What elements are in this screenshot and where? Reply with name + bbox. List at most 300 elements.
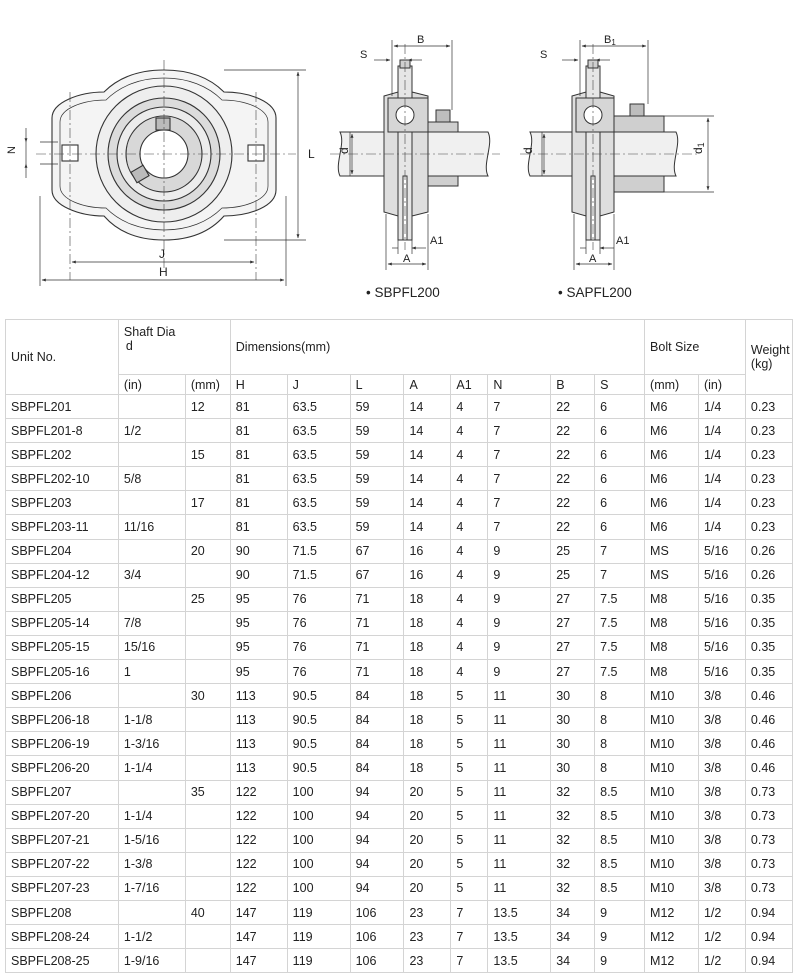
dim-label-a: A xyxy=(403,253,411,265)
table-cell: 3/8 xyxy=(698,756,745,780)
table-cell: 20 xyxy=(404,828,451,852)
table-cell: 1-1/8 xyxy=(118,708,185,732)
table-cell: SBPFL207-20 xyxy=(6,804,119,828)
table-cell: 25 xyxy=(185,587,230,611)
table-cell xyxy=(185,852,230,876)
subheader-cell: (mm) xyxy=(645,375,699,395)
table-row xyxy=(6,684,793,708)
table-cell: 4 xyxy=(451,515,488,539)
subheader-cell: L xyxy=(350,375,404,395)
table-cell: 23 xyxy=(404,900,451,924)
table-cell xyxy=(185,949,230,973)
table-row xyxy=(6,900,793,924)
table-cell: 35 xyxy=(185,780,230,804)
subheader-cell: (mm) xyxy=(185,375,230,395)
table-cell: 18 xyxy=(404,587,451,611)
table-cell: 11 xyxy=(488,828,551,852)
table-row xyxy=(6,491,793,515)
table-cell: 0.35 xyxy=(745,660,792,684)
table-cell: 63.5 xyxy=(287,515,350,539)
table-cell: 3/4 xyxy=(118,563,185,587)
table-cell: 5 xyxy=(451,708,488,732)
table-cell: SBPFL208-25 xyxy=(6,949,119,973)
table-cell: SBPFL201 xyxy=(6,395,119,419)
table-cell: M10 xyxy=(645,852,699,876)
table-cell: 1/4 xyxy=(698,395,745,419)
table-cell: 7 xyxy=(488,395,551,419)
table-cell: 1-1/2 xyxy=(118,925,185,949)
table-cell: 81 xyxy=(230,515,287,539)
table-cell: SBPFL207-21 xyxy=(6,828,119,852)
dim-label-a1: A1 xyxy=(430,235,444,247)
table-cell: 84 xyxy=(350,756,404,780)
table-cell: 1/2 xyxy=(118,419,185,443)
table-cell: 8 xyxy=(595,732,645,756)
table-cell: 30 xyxy=(185,684,230,708)
table-cell: 30 xyxy=(551,684,595,708)
table-cell: 30 xyxy=(551,708,595,732)
table-cell: 14 xyxy=(404,443,451,467)
table-cell: 113 xyxy=(230,732,287,756)
table-cell: 14 xyxy=(404,395,451,419)
table-cell: 76 xyxy=(287,587,350,611)
table-cell: M6 xyxy=(645,491,699,515)
table-cell: 1-7/16 xyxy=(118,876,185,900)
header-dimensions: Dimensions(mm) xyxy=(230,320,644,375)
table-cell: 6 xyxy=(595,515,645,539)
table-cell: SBPFL208-24 xyxy=(6,925,119,949)
dim-label-n: N xyxy=(6,146,18,154)
table-cell: M6 xyxy=(645,419,699,443)
table-cell: 23 xyxy=(404,925,451,949)
table-cell: 0.35 xyxy=(745,635,792,659)
table-cell: 32 xyxy=(551,828,595,852)
table-cell: M6 xyxy=(645,395,699,419)
table-cell: 95 xyxy=(230,660,287,684)
table-cell: SBPFL204 xyxy=(6,539,119,563)
table-cell: 95 xyxy=(230,635,287,659)
table-row xyxy=(6,876,793,900)
sapfl200-caption: • SAPFL200 xyxy=(558,285,632,300)
table-cell: 9 xyxy=(488,635,551,659)
table-cell: 14 xyxy=(404,467,451,491)
table-cell: 5/16 xyxy=(698,611,745,635)
subheader-cell: N xyxy=(488,375,551,395)
table-cell: 22 xyxy=(551,443,595,467)
table-cell xyxy=(118,780,185,804)
table-cell: MS xyxy=(645,563,699,587)
table-cell xyxy=(118,587,185,611)
table-cell: 32 xyxy=(551,804,595,828)
table-cell: 0.73 xyxy=(745,828,792,852)
table-row xyxy=(6,563,793,587)
table-row xyxy=(6,515,793,539)
table-row xyxy=(6,635,793,659)
table-cell: 0.73 xyxy=(745,780,792,804)
table-cell: 59 xyxy=(350,467,404,491)
table-cell: 32 xyxy=(551,852,595,876)
table-row xyxy=(6,925,793,949)
sapfl200-side-drawing xyxy=(520,34,714,270)
table-cell: 90.5 xyxy=(287,708,350,732)
table-cell: 12 xyxy=(185,395,230,419)
table-cell: M12 xyxy=(645,900,699,924)
table-cell: 1/2 xyxy=(698,949,745,973)
table-cell: 0.73 xyxy=(745,876,792,900)
table-cell: 27 xyxy=(551,587,595,611)
table-cell: SBPFL202 xyxy=(6,443,119,467)
table-cell: 27 xyxy=(551,635,595,659)
table-cell: M10 xyxy=(645,876,699,900)
spec-table-body xyxy=(6,395,793,973)
table-cell: 7.5 xyxy=(595,587,645,611)
table-cell: 8 xyxy=(595,756,645,780)
dim-label-s: S xyxy=(360,49,368,61)
table-cell: 122 xyxy=(230,828,287,852)
header-weight: Weight (kg) xyxy=(745,320,792,395)
table-cell: 8 xyxy=(595,708,645,732)
table-cell: 4 xyxy=(451,611,488,635)
table-cell: 14 xyxy=(404,491,451,515)
table-cell: 3/8 xyxy=(698,804,745,828)
table-cell: 4 xyxy=(451,563,488,587)
table-cell: 11 xyxy=(488,732,551,756)
table-row xyxy=(6,419,793,443)
table-cell: 8.5 xyxy=(595,780,645,804)
table-cell: 71 xyxy=(350,611,404,635)
table-cell: 13.5 xyxy=(488,949,551,973)
table-cell: 14 xyxy=(404,419,451,443)
table-cell: SBPFL207 xyxy=(6,780,119,804)
table-cell: 113 xyxy=(230,684,287,708)
table-cell: 8.5 xyxy=(595,876,645,900)
table-cell: 90.5 xyxy=(287,684,350,708)
sbpfl200-side-drawing xyxy=(330,34,500,270)
table-cell: 84 xyxy=(350,732,404,756)
table-cell: 25 xyxy=(551,539,595,563)
table-cell: 94 xyxy=(350,780,404,804)
table-cell: 22 xyxy=(551,467,595,491)
table-cell: 113 xyxy=(230,756,287,780)
table-cell: 0.26 xyxy=(745,539,792,563)
table-cell: 30 xyxy=(551,732,595,756)
table-cell: 18 xyxy=(404,684,451,708)
table-cell: 0.23 xyxy=(745,467,792,491)
table-cell: SBPFL208 xyxy=(6,900,119,924)
table-row xyxy=(6,852,793,876)
subheader-cell: S xyxy=(595,375,645,395)
table-cell: 0.46 xyxy=(745,732,792,756)
table-cell: 6 xyxy=(595,443,645,467)
table-cell: 8 xyxy=(595,684,645,708)
table-cell: 0.26 xyxy=(745,563,792,587)
dim-label-j: J xyxy=(159,247,165,261)
table-cell: M12 xyxy=(645,925,699,949)
table-cell: 18 xyxy=(404,611,451,635)
table-cell xyxy=(118,395,185,419)
table-cell: 9 xyxy=(488,539,551,563)
table-cell: 16 xyxy=(404,563,451,587)
table-row xyxy=(6,732,793,756)
table-cell: M8 xyxy=(645,587,699,611)
table-cell: 9 xyxy=(595,949,645,973)
table-cell: 59 xyxy=(350,491,404,515)
table-cell: 81 xyxy=(230,443,287,467)
table-cell: 71 xyxy=(350,635,404,659)
table-row xyxy=(6,780,793,804)
table-cell: 1/4 xyxy=(698,515,745,539)
table-cell: M10 xyxy=(645,804,699,828)
table-cell: 5/16 xyxy=(698,660,745,684)
table-cell: 76 xyxy=(287,660,350,684)
table-row xyxy=(6,660,793,684)
table-cell: 4 xyxy=(451,395,488,419)
table-cell xyxy=(118,539,185,563)
table-cell xyxy=(185,611,230,635)
table-cell: 7 xyxy=(451,925,488,949)
table-cell: 1/2 xyxy=(698,925,745,949)
table-cell: M6 xyxy=(645,443,699,467)
table-cell: 100 xyxy=(287,852,350,876)
table-cell: 1 xyxy=(118,660,185,684)
table-cell: 20 xyxy=(404,804,451,828)
table-cell: 0.46 xyxy=(745,708,792,732)
technical-drawings xyxy=(0,0,800,318)
table-cell: 95 xyxy=(230,611,287,635)
table-cell: M10 xyxy=(645,732,699,756)
table-cell xyxy=(185,467,230,491)
table-cell: 0.94 xyxy=(745,949,792,973)
table-cell: 1-5/16 xyxy=(118,828,185,852)
table-cell: 122 xyxy=(230,804,287,828)
table-cell: 20 xyxy=(404,780,451,804)
table-row xyxy=(6,443,793,467)
table-cell: 8.5 xyxy=(595,804,645,828)
table-cell: 5/8 xyxy=(118,467,185,491)
table-cell: 4 xyxy=(451,635,488,659)
table-cell: 7 xyxy=(488,467,551,491)
table-row xyxy=(6,395,793,419)
table-cell: 11 xyxy=(488,852,551,876)
table-cell: 71 xyxy=(350,660,404,684)
table-cell: 30 xyxy=(551,756,595,780)
table-row xyxy=(6,949,793,973)
sbpfl200-caption: • SBPFL200 xyxy=(366,285,440,300)
table-cell: 3/8 xyxy=(698,876,745,900)
table-cell: 3/8 xyxy=(698,852,745,876)
subheader-cell: A1 xyxy=(451,375,488,395)
table-cell: 81 xyxy=(230,491,287,515)
table-cell: 7 xyxy=(488,419,551,443)
table-cell: 1-1/4 xyxy=(118,804,185,828)
table-cell: 119 xyxy=(287,949,350,973)
table-cell: 63.5 xyxy=(287,443,350,467)
table-cell: M10 xyxy=(645,780,699,804)
table-cell: 9 xyxy=(488,563,551,587)
table-cell: 0.94 xyxy=(745,900,792,924)
dim-label-d1: d1 xyxy=(691,142,706,154)
dim-label-h: H xyxy=(159,265,168,279)
table-cell: 11 xyxy=(488,756,551,780)
table-cell: 1-3/8 xyxy=(118,852,185,876)
table-cell xyxy=(185,828,230,852)
table-row xyxy=(6,467,793,491)
table-cell: 20 xyxy=(404,876,451,900)
table-cell: 90 xyxy=(230,539,287,563)
table-cell: 4 xyxy=(451,539,488,563)
subheader-cell: (in) xyxy=(118,375,185,395)
table-cell: SBPFL203 xyxy=(6,491,119,515)
dim-label-a1-sa: A1 xyxy=(616,235,630,247)
table-cell: 22 xyxy=(551,515,595,539)
table-cell: 7 xyxy=(595,539,645,563)
table-cell: 7.5 xyxy=(595,611,645,635)
table-cell: 5/16 xyxy=(698,563,745,587)
table-cell: 5 xyxy=(451,732,488,756)
table-cell: 4 xyxy=(451,587,488,611)
table-cell: 0.73 xyxy=(745,804,792,828)
table-cell: 94 xyxy=(350,828,404,852)
dim-label-b1: B1 xyxy=(604,34,616,47)
table-cell: 18 xyxy=(404,660,451,684)
table-cell: 147 xyxy=(230,900,287,924)
table-cell: 122 xyxy=(230,780,287,804)
table-cell: 20 xyxy=(185,539,230,563)
table-cell: 5/16 xyxy=(698,587,745,611)
table-cell: 4 xyxy=(451,660,488,684)
table-cell: 27 xyxy=(551,660,595,684)
table-cell xyxy=(185,563,230,587)
table-cell: 7 xyxy=(488,491,551,515)
table-cell: 5 xyxy=(451,780,488,804)
table-cell xyxy=(185,708,230,732)
table-cell: 11 xyxy=(488,876,551,900)
table-cell: M12 xyxy=(645,949,699,973)
table-cell: 67 xyxy=(350,563,404,587)
table-cell: M8 xyxy=(645,611,699,635)
table-cell: 0.35 xyxy=(745,587,792,611)
table-cell: 5 xyxy=(451,756,488,780)
table-cell: 106 xyxy=(350,925,404,949)
header-shaft-dia: Shaft Dia d xyxy=(118,320,230,375)
table-cell: 76 xyxy=(287,611,350,635)
table-cell: M6 xyxy=(645,467,699,491)
table-cell: 147 xyxy=(230,949,287,973)
table-cell: 7.5 xyxy=(595,660,645,684)
table-cell: 81 xyxy=(230,467,287,491)
table-cell: 106 xyxy=(350,949,404,973)
table-cell: 32 xyxy=(551,780,595,804)
table-cell: 9 xyxy=(488,611,551,635)
table-cell: 17 xyxy=(185,491,230,515)
table-cell: 7 xyxy=(451,900,488,924)
table-cell: 106 xyxy=(350,900,404,924)
table-cell: M10 xyxy=(645,756,699,780)
table-cell: 1/4 xyxy=(698,419,745,443)
table-cell: 7 xyxy=(451,949,488,973)
table-cell: 1-3/16 xyxy=(118,732,185,756)
dim-label-b: B xyxy=(417,34,425,46)
table-cell xyxy=(185,419,230,443)
table-cell: 1/4 xyxy=(698,491,745,515)
table-cell: 18 xyxy=(404,732,451,756)
table-cell: 15/16 xyxy=(118,635,185,659)
table-cell: 3/8 xyxy=(698,828,745,852)
table-cell: 3/8 xyxy=(698,732,745,756)
table-cell: 4 xyxy=(451,491,488,515)
table-cell xyxy=(118,684,185,708)
table-cell: 113 xyxy=(230,708,287,732)
table-cell: 59 xyxy=(350,443,404,467)
table-cell: 5/16 xyxy=(698,539,745,563)
table-cell: 3/8 xyxy=(698,780,745,804)
table-cell: M10 xyxy=(645,684,699,708)
table-cell: SBPFL206-18 xyxy=(6,708,119,732)
table-cell: 94 xyxy=(350,876,404,900)
spec-table xyxy=(5,319,793,973)
table-cell: 0.23 xyxy=(745,395,792,419)
table-cell: 100 xyxy=(287,876,350,900)
table-cell: 6 xyxy=(595,419,645,443)
table-cell: SBPFL202-10 xyxy=(6,467,119,491)
table-cell: 119 xyxy=(287,900,350,924)
table-row xyxy=(6,611,793,635)
table-cell: M10 xyxy=(645,828,699,852)
table-cell: 22 xyxy=(551,395,595,419)
table-cell: 90.5 xyxy=(287,732,350,756)
table-cell: MS xyxy=(645,539,699,563)
table-cell: 5 xyxy=(451,828,488,852)
table-cell: 7 xyxy=(595,563,645,587)
table-cell: 9 xyxy=(595,900,645,924)
table-cell: 119 xyxy=(287,925,350,949)
table-row xyxy=(6,587,793,611)
table-cell: 100 xyxy=(287,804,350,828)
table-cell: M10 xyxy=(645,708,699,732)
table-cell: 9 xyxy=(595,925,645,949)
table-cell: 0.73 xyxy=(745,852,792,876)
table-cell: 18 xyxy=(404,635,451,659)
subheader-cell: B xyxy=(551,375,595,395)
table-cell: 0.23 xyxy=(745,419,792,443)
table-cell: SBPFL206 xyxy=(6,684,119,708)
table-cell: 3/8 xyxy=(698,684,745,708)
header-bolt-size: Bolt Size xyxy=(645,320,746,375)
table-cell: 0.23 xyxy=(745,443,792,467)
table-cell: 100 xyxy=(287,780,350,804)
table-cell: 1/4 xyxy=(698,467,745,491)
subheader-cell: H xyxy=(230,375,287,395)
table-cell: SBPFL207-22 xyxy=(6,852,119,876)
table-cell: SBPFL205-16 xyxy=(6,660,119,684)
table-cell: 9 xyxy=(488,587,551,611)
table-cell: SBPFL207-23 xyxy=(6,876,119,900)
table-cell: 9 xyxy=(488,660,551,684)
table-cell: 5 xyxy=(451,852,488,876)
table-cell: SBPFL205 xyxy=(6,587,119,611)
table-cell: 7 xyxy=(488,515,551,539)
table-cell: 67 xyxy=(350,539,404,563)
table-cell: M8 xyxy=(645,660,699,684)
table-cell: 5/16 xyxy=(698,635,745,659)
table-cell: 63.5 xyxy=(287,467,350,491)
table-cell: 0.35 xyxy=(745,611,792,635)
header-unit-no: Unit No. xyxy=(6,320,119,395)
table-cell: 3/8 xyxy=(698,708,745,732)
table-cell: 20 xyxy=(404,852,451,876)
table-cell: 147 xyxy=(230,925,287,949)
table-cell: 95 xyxy=(230,587,287,611)
